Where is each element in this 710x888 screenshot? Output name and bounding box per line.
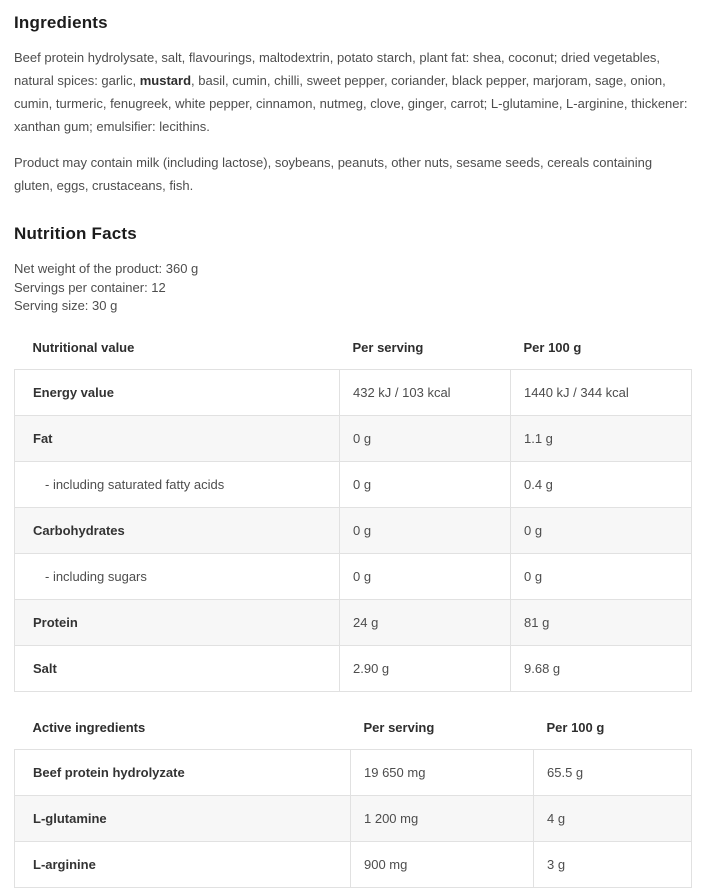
row-label: - including saturated fatty acids [15, 462, 340, 508]
table-row-carbohydrates [15, 508, 692, 554]
table-row-energy [15, 370, 692, 416]
per-serving-value: 1 200 mg [351, 796, 534, 842]
row-label: Carbohydrates [15, 508, 340, 554]
nutrition-facts-heading: Nutrition Facts [14, 224, 137, 243]
row-label: L-glutamine [15, 796, 351, 842]
ingredients-heading: Ingredients [14, 13, 108, 32]
net-weight-line: Net weight of the product: 360 g [14, 261, 199, 276]
composition-bold-allergen: mustard [139, 73, 192, 88]
composition-text-before: Beef protein hydrolysate, salt, flavourings, maltodextrin, potato starch, plant fat: shea, coconut; dried vegetables, natural spices: garlic, [14, 50, 661, 88]
per-100g-value: 1.1 g [511, 416, 692, 462]
per-serving-value: 0 g [340, 554, 511, 600]
nutrition-table-header [15, 334, 692, 370]
servings-per-container-line: Servings per container: 12 [14, 279, 166, 295]
per-100g-value: 9.68 g [511, 646, 692, 692]
column-header-per-serving: Per serving [363, 720, 435, 736]
table-row-salt [15, 646, 692, 692]
column-header-nutritional-value: Nutritional value [32, 340, 135, 356]
per-serving-value: 2.90 g [340, 646, 511, 692]
per-100g-value: 65.5 g [534, 750, 692, 796]
per-serving-value: 0 g [340, 416, 511, 462]
per-serving-value: 0 g [340, 462, 511, 508]
per-serving-value: 432 kJ / 103 kcal [340, 370, 511, 416]
row-label: Energy value [15, 370, 340, 416]
per-100g-value: 3 g [534, 842, 692, 888]
column-header-per-100g: Per 100 g [523, 340, 582, 356]
row-label: Fat [15, 416, 340, 462]
active-ingredients-table [14, 714, 692, 888]
serving-size-line: Serving size: 30 g [14, 298, 118, 314]
table-row-protein [15, 600, 692, 646]
per-serving-value: 24 g [340, 600, 511, 646]
table-row-l-glutamine [15, 796, 692, 842]
per-serving-value: 900 mg [351, 842, 534, 888]
per-100g-value: 0.4 g [511, 462, 692, 508]
row-label: Salt [15, 646, 340, 692]
per-100g-value: 1440 kJ / 344 kcal [511, 370, 692, 416]
table-row-beef-protein-hydrolyzate [15, 750, 692, 796]
table-header-row [15, 334, 692, 370]
column-header-active-ingredients: Active ingredients [32, 720, 146, 736]
nutrition-facts-table [14, 334, 692, 692]
product-meta [14, 260, 691, 316]
per-100g-value: 4 g [534, 796, 692, 842]
per-100g-value: 81 g [511, 600, 692, 646]
table-row-saturated-fat [15, 462, 692, 508]
table-row-fat [15, 416, 692, 462]
table-header-row [15, 714, 692, 750]
row-label: - including sugars [15, 554, 340, 600]
composition-text-after: , basil, cumin, chilli, sweet pepper, coriander, black pepper, marjoram, sage, onion, cumin, turmeric, fenugreek, white pepper, cinnamon, nutmeg, clove, ginger, carrot; L-glutamine, L-arginine, thickener: xanthan gum; emulsifier: lecithins. [14, 73, 688, 134]
row-label: L-arginine [15, 842, 351, 888]
per-100g-value: 0 g [511, 554, 692, 600]
per-serving-value: 0 g [340, 508, 511, 554]
ingredients-composition-paragraph [14, 46, 691, 138]
allergen-notice-paragraph: Product may contain milk (including lactose), soybeans, peanuts, other nuts, sesame seeds, cereals containing gluten, eggs, crustaceans, fish. [14, 155, 653, 193]
table-row-sugars [15, 554, 692, 600]
per-serving-value: 19 650 mg [351, 750, 534, 796]
row-label: Beef protein hydrolyzate [15, 750, 351, 796]
per-100g-value: 0 g [511, 508, 692, 554]
active-table-header [15, 714, 692, 750]
table-row-l-arginine [15, 842, 692, 888]
column-header-per-serving: Per serving [352, 340, 424, 356]
row-label: Protein [15, 600, 340, 646]
column-header-per-100g: Per 100 g [546, 720, 605, 736]
